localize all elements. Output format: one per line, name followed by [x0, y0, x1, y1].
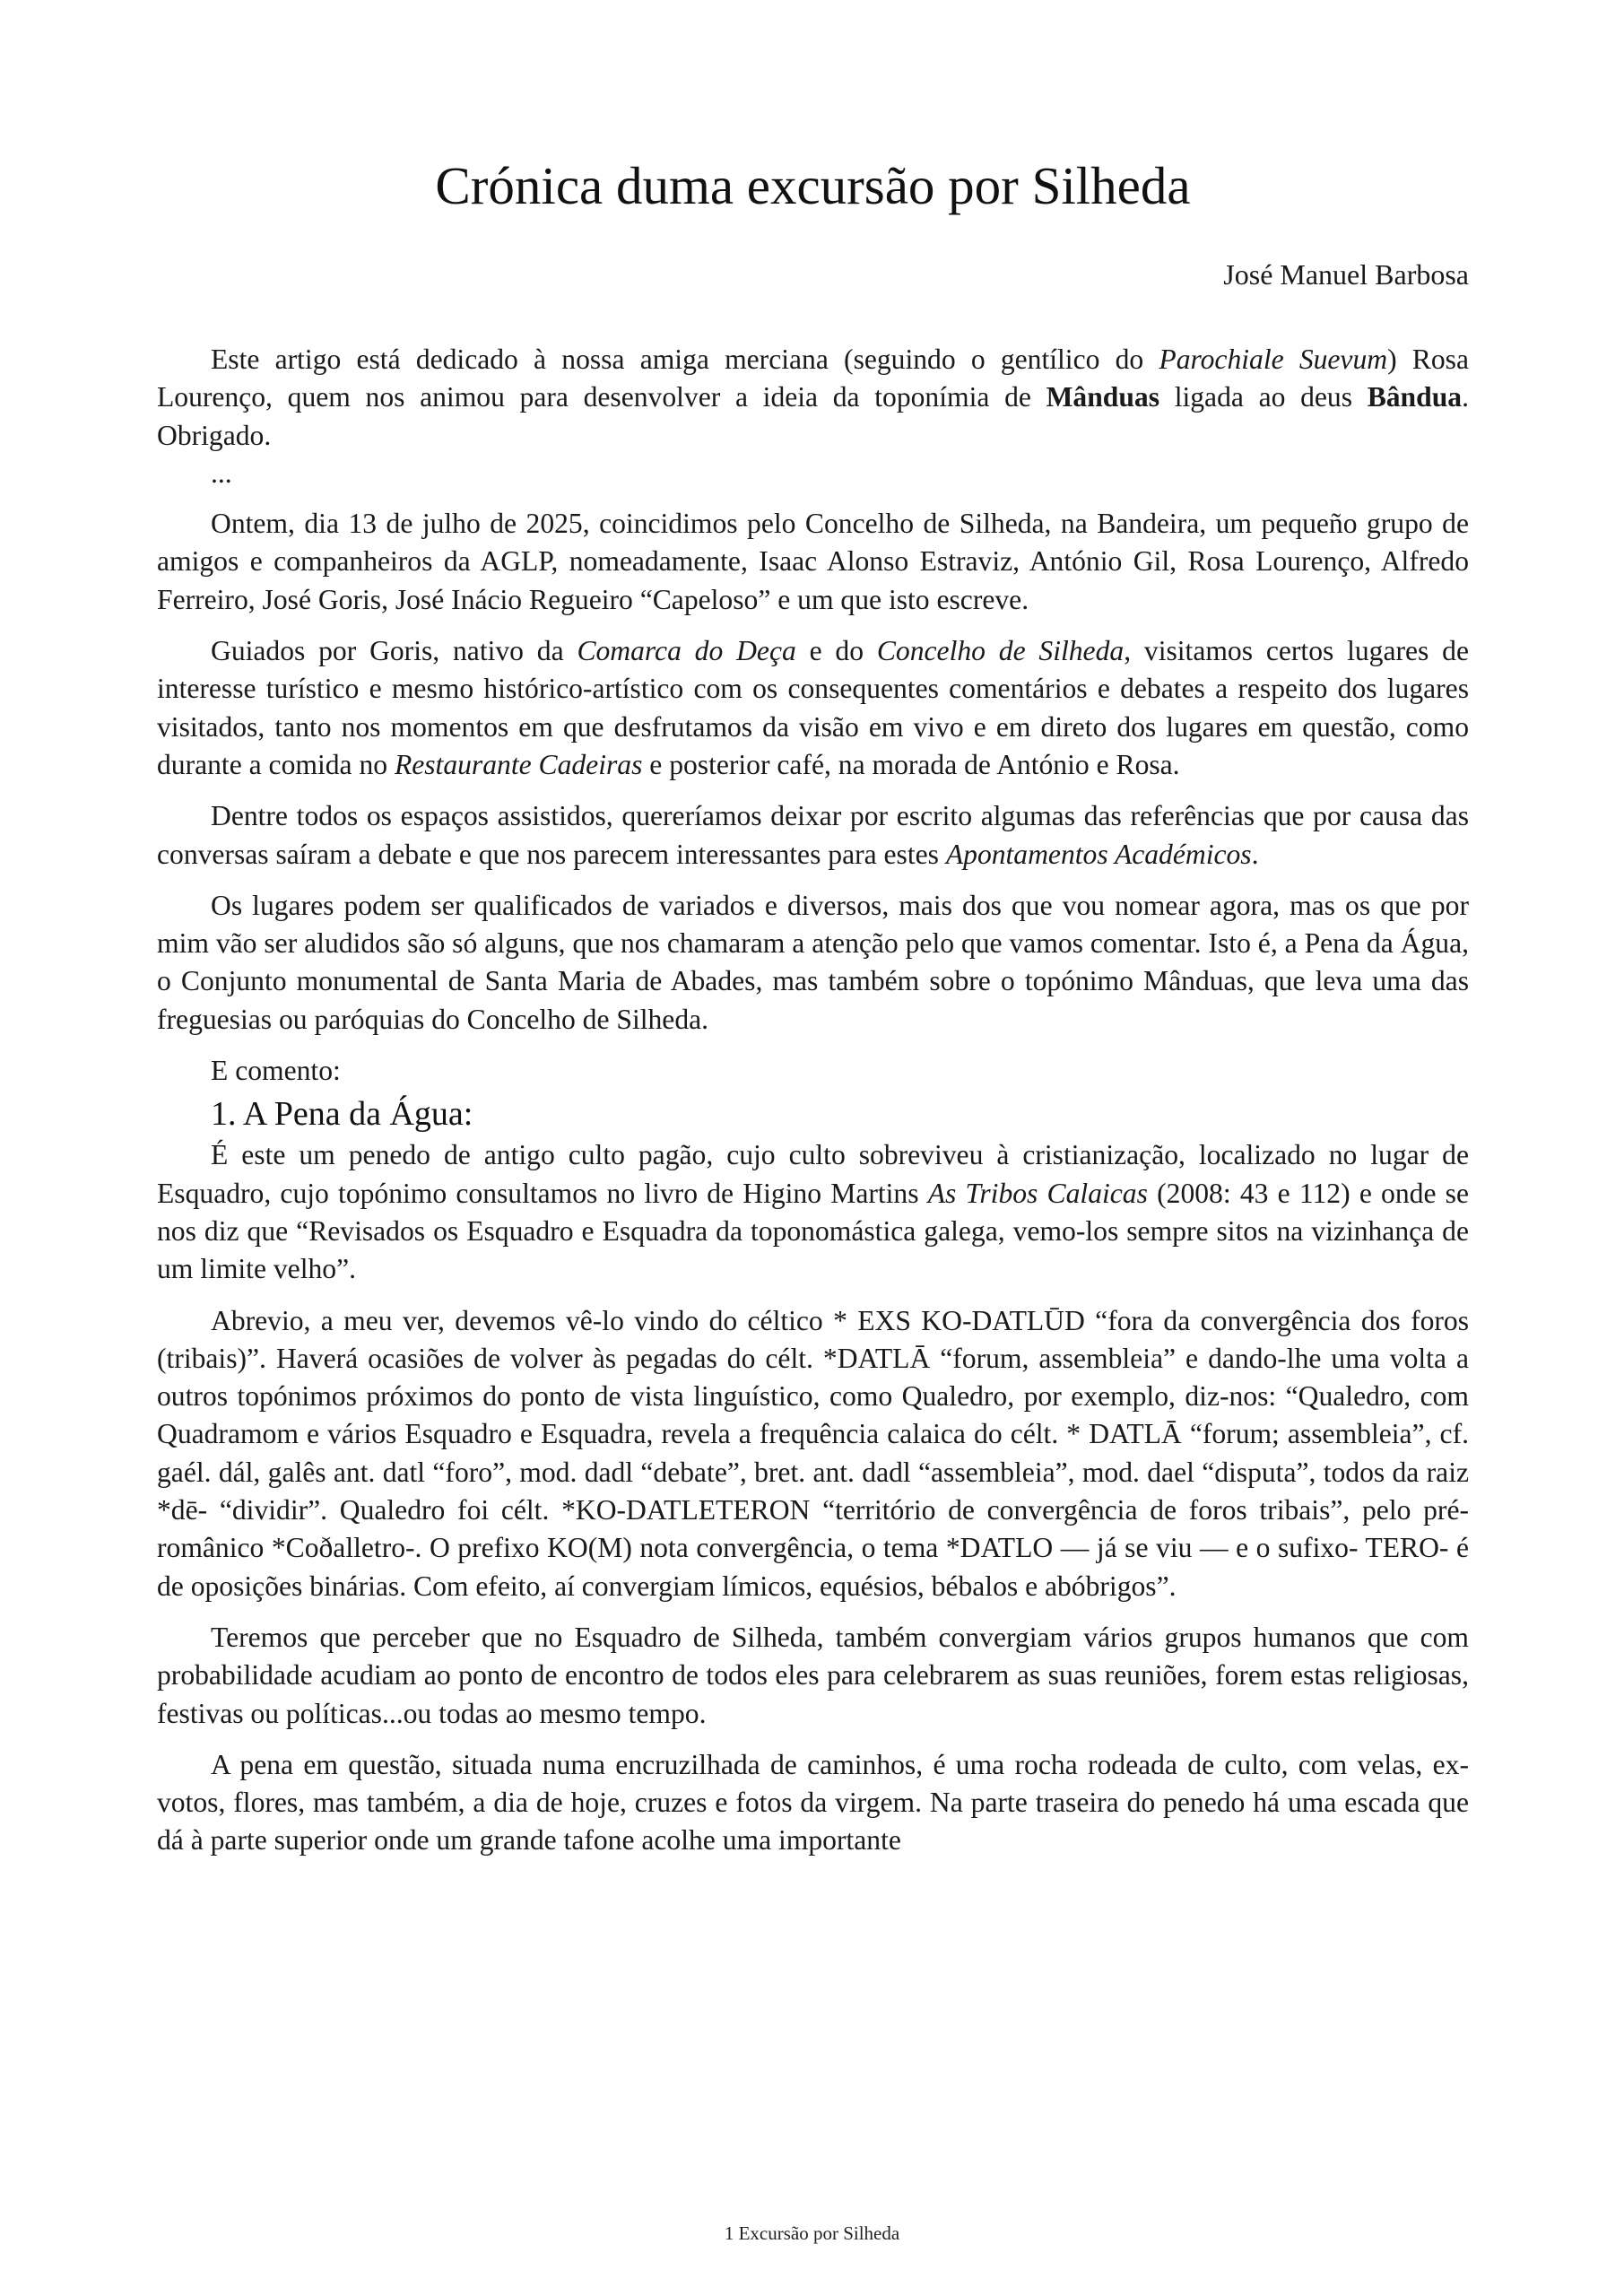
paragraph-guided-visit	[157, 632, 1469, 784]
document-title: Crónica duma excursão por Silheda	[435, 156, 1191, 215]
text-run: É este um penedo de antigo culto pagão, cujo culto sobreviveu à cristianização, localizado no lugar de Esquadro, cujo topónimo consultamos no livro de Higino Martins	[157, 1139, 1469, 1209]
text-run: (2008: 43 e 112) e onde se nos diz que “Revisados os Esquadro e Esquadra da toponomástica galega, vemo-los sempre sitos na vizinhança de um limite velho”.	[157, 1177, 1469, 1285]
text-run: ) Rosa Lourenço, quem nos animou para desenvolver a ideia da toponímia de	[157, 344, 1469, 413]
text-run: , visitamos certos lugares de interesse turístico e mesmo histórico-artístico com os consequentes comentários e debates a respeito dos lugares visitados, tanto nos momentos em que desfrutamos da visão em vivo e em direto dos lugares em questão, como durante a comida no	[157, 635, 1469, 780]
ellipsis-separator: ...	[211, 457, 232, 489]
text-run: Guiados por Goris, nativo da	[211, 635, 578, 667]
document-body	[157, 341, 1469, 1874]
text-run: . Obrigado.	[157, 381, 1469, 451]
paragraph-penedo	[157, 1136, 1469, 1288]
page-footer: 1 Excursão por Silheda	[724, 2222, 900, 2244]
paragraph-convergence: Teremos que perceber que no Esquadro de Silheda, também convergiam vários grupos humanos que com probabilidade acudiam ao ponto de encontro de todos eles para celebrarem as suas reuniões, forem estas religiosas, festivas ou políticas...ou todas ao mesmo tempo.	[157, 1621, 1469, 1729]
bold-text-manduas: Mânduas	[1046, 381, 1159, 413]
text-run: ligada ao deus	[1159, 381, 1368, 413]
paragraph-places: Os lugares podem ser qualificados de variados e diversos, mais dos que vou nomear agora, mas os que por mim vão ser aludidos são só alguns, que nos chamaram a atenção pelo que vamos comentar. Isto é, a Pena da Água, o Conjunto monumental de Santa Maria de Abades, mas também sobre o topónimo Mânduas, que leva uma das freguesias ou paróquias do Concelho de Silheda.	[157, 889, 1469, 1035]
italic-text-comarca: Comarca do Deça	[577, 635, 796, 667]
italic-text-tribos-calaicas: As Tribos Calaicas	[927, 1177, 1148, 1209]
text-run: .	[1251, 838, 1259, 870]
paragraph-dedication	[157, 341, 1469, 455]
paragraph-participants: Ontem, dia 13 de julho de 2025, coincidimos pelo Concelho de Silheda, na Bandeira, um pequeño grupo de amigos e companheiros da AGLP, nomeadamente, Isaac Alonso Estraviz, António Gil, Rosa Lourenço, Alfredo Ferreiro, José Goris, José Inácio Regueiro “Capeloso” e um que isto escreve.	[157, 508, 1469, 615]
paragraph-pena-description: A pena em questão, situada numa encruzilhada de caminhos, é uma rocha rodeada de culto, com velas, ex-votos, flores, mas também, a dia de hoje, cruzes e fotos da virgem. Na parte traseira do penedo há uma escada que dá à parte superior onde um grande tafone acolhe uma importante	[157, 1748, 1469, 1857]
paragraph-references	[157, 797, 1469, 874]
paragraph-etymology: Abrevio, a meu ver, devemos vê-lo vindo do céltico * EXS KO-DATLŪD “fora da convergência dos foros (tribais)”. Haverá ocasiões de volver às pegadas do célt. *DATLĀ “forum, assembleia” e dando-lhe uma volta a outros topónimos próximos do ponto de vista linguístico, como Qualedro, por exemplo, diz-nos: “Qualedro, com Quadramom e vários Esquadro e Esquadra, revela a frequência calaica do célt. * DATLĀ “forum; assembleia”, cf. gaél. dál, galês ant. datl “foro”, mod. dadl “debate”, bret. ant. dadl “assembleia”, mod. dael “disputa”, todos da raiz *dē- “dividir”. Qualedro foi célt. *KO-DATLETERON “território de convergência de foros tribais”, pelo pré-românico *Coðalletro-. O prefixo KO(M) nota convergência, o tema *DATLO — já se viu — e o sufixo- TERO- é de oposições binárias. Com efeito, aí convergiam límicos, equésios, bébalos e abóbrigos”.	[157, 1304, 1469, 1602]
bold-text-bandua: Bândua	[1367, 381, 1463, 413]
author-name: José Manuel Barbosa	[1223, 258, 1469, 291]
italic-text-parochiale: Parochiale Suevum	[1159, 344, 1388, 375]
italic-text-concelho: Concelho de Silheda	[876, 635, 1125, 667]
italic-text-apontamentos: Apontamentos Académicos	[945, 838, 1252, 870]
text-run: Dentre todos os espaços assistidos, quereríamos deixar por escrito algumas das referências que por causa das conversas saíram a debate e que nos parecem interessantes para estes	[157, 800, 1469, 870]
text-run: e do	[795, 635, 877, 667]
paragraph-comment-intro: E comento:	[211, 1055, 341, 1087]
italic-text-restaurante: Restaurante Cadeiras	[394, 748, 643, 780]
text-run: Este artigo está dedicado à nossa amiga merciana (seguindo o gentílico do	[211, 344, 1159, 375]
text-run: e posterior café, na morada de António e Rosa.	[642, 748, 1180, 780]
section-heading-pena-da-agua: 1. A Pena da Água:	[211, 1095, 473, 1134]
